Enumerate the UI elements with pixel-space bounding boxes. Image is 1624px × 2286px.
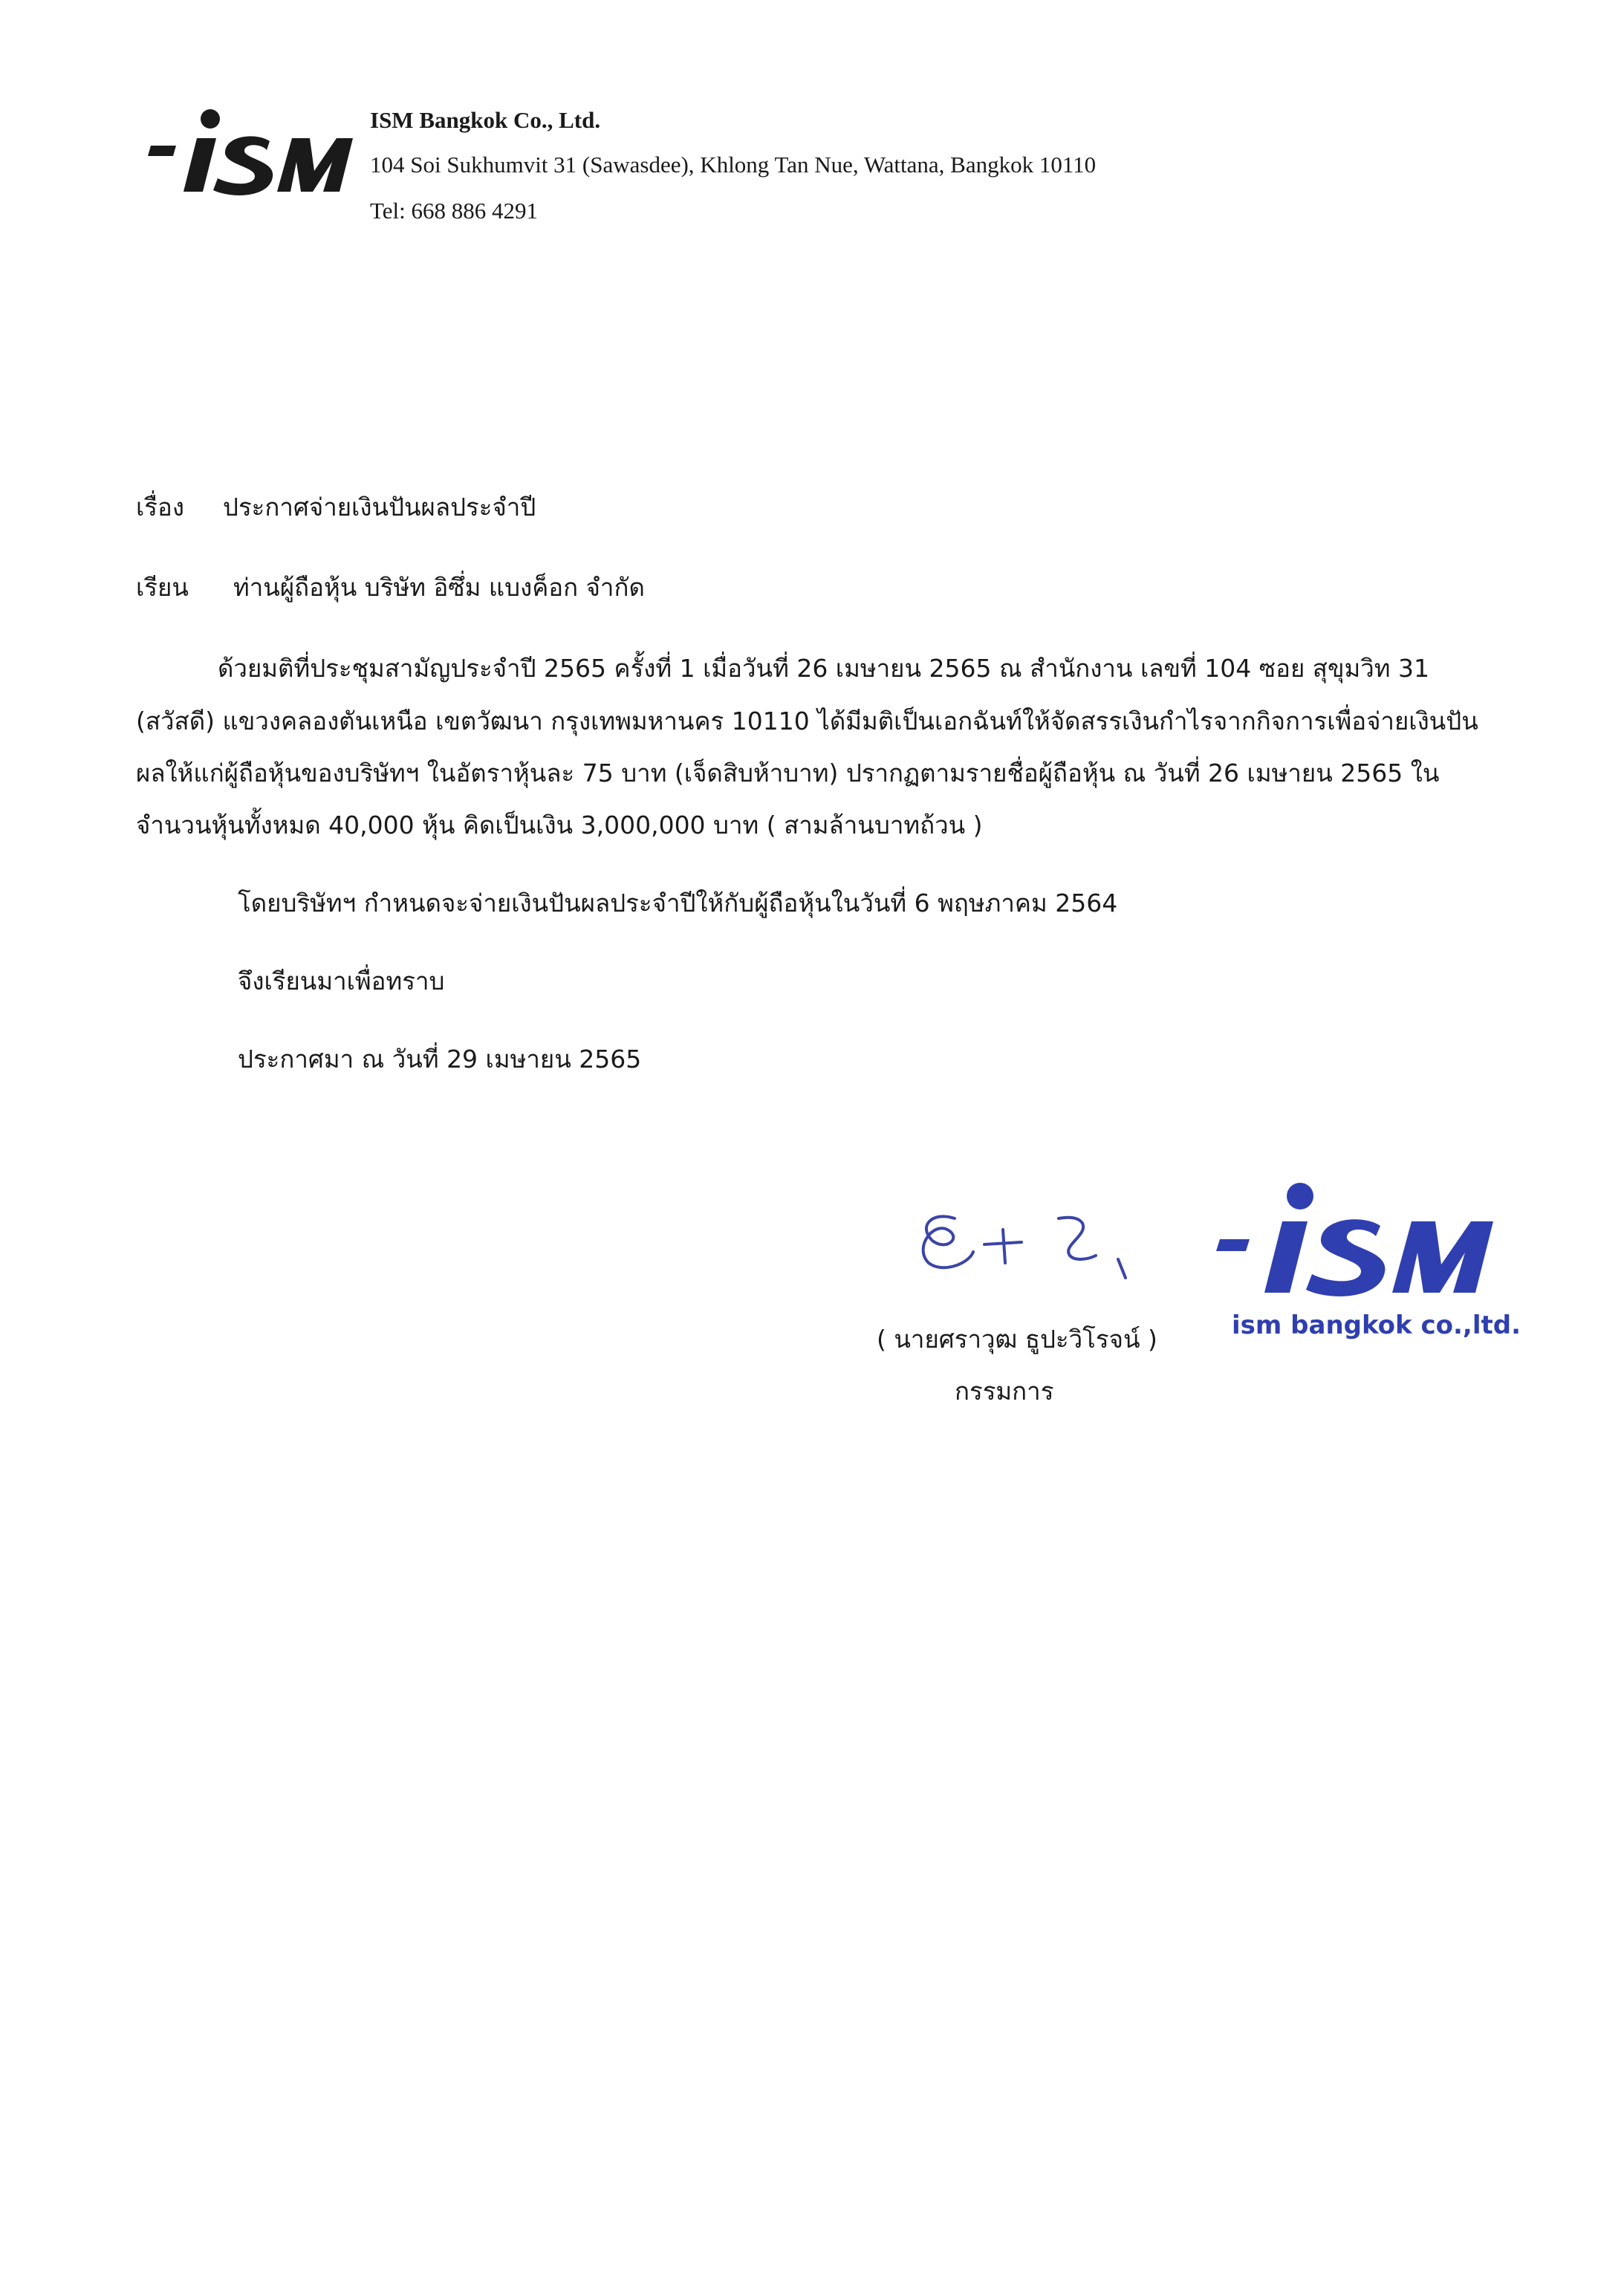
subject-label: เรื่อง — [136, 493, 184, 522]
signer-title: กรรมการ — [955, 1377, 1054, 1406]
company-info — [370, 104, 1410, 227]
handwritten-signature — [903, 1189, 1163, 1293]
company-phone: Tel: 668 886 4291 — [370, 198, 539, 224]
addressee-label: เรียน — [136, 573, 189, 602]
ism-logo-icon — [145, 103, 353, 207]
addressee-text: ท่านผู้ถือหุ้น บริษัท อิซึ่ม แบงค็อก จำกัด — [233, 573, 645, 602]
subject-text: ประกาศจ่ายเงินปันผลประจำปี — [223, 493, 536, 522]
signer-name: ( นายศราวุฒ ธูปะวิโรจน์ ) — [877, 1325, 1157, 1354]
body-paragraph-2: โดยบริษัทฯ กำหนดจะจ่ายเงินปันผลประจำปีให้กับผู้ถือหุ้นในวันที่ 6 พฤษภาคม 2564 — [238, 889, 1118, 918]
body-paragraph-1-line-3: ผลให้แก่ผู้ถือหุ้นของบริษัทฯ ในอัตราหุ้นละ 75 บาท (เจ็ดสิบห้าบาท) ปรากฏตามรายชื่อผู้ถือหุ้น ณ วันที่ 26 เมษายน 2565 ใน — [136, 759, 1440, 788]
company-address: 104 Soi Sukhumvit 31 (Sawasdee), Khlong Tan Nue, Wattana, Bangkok 10110 — [370, 152, 1097, 178]
company-name: ISM Bangkok Co., Ltd. — [370, 107, 601, 133]
body-paragraph-1-line-4: จำนวนหุ้นทั้งหมด 40,000 หุ้น คิดเป็นเงิน 3,000,000 บาท ( สามล้านบาทถ้วน ) — [136, 811, 983, 840]
signature-icon — [903, 1189, 1163, 1293]
ism-stamp-icon — [1211, 1166, 1538, 1352]
body-paragraph-1-line-1: ด้วยมติที่ประชุมสามัญประจำปี 2565 ครั้งที่ 1 เมื่อวันที่ 26 เมษายน 2565 ณ สำนักงาน เลขที่ 104 ซอย สุขุมวิท 31 — [218, 654, 1430, 683]
body-paragraph-4: ประกาศมา ณ วันที่ 29 เมษายน 2565 — [238, 1045, 642, 1074]
body-paragraph-1-line-2: (สวัสดี) แขวงคลองตันเหนือ เขตวัฒนา กรุงเทพมหานคร 10110 ได้มีมติเป็นเอกฉันท์ให้จัดสรรเงินกำไรจากกิจการเพื่อจ่ายเงินปัน — [136, 707, 1478, 736]
stamp-text: ism bangkok co.,ltd. — [1232, 1311, 1521, 1340]
company-stamp — [1211, 1166, 1538, 1352]
company-logo — [145, 103, 353, 207]
body-paragraph-3: จึงเรียนมาเพื่อทราบ — [238, 967, 445, 996]
